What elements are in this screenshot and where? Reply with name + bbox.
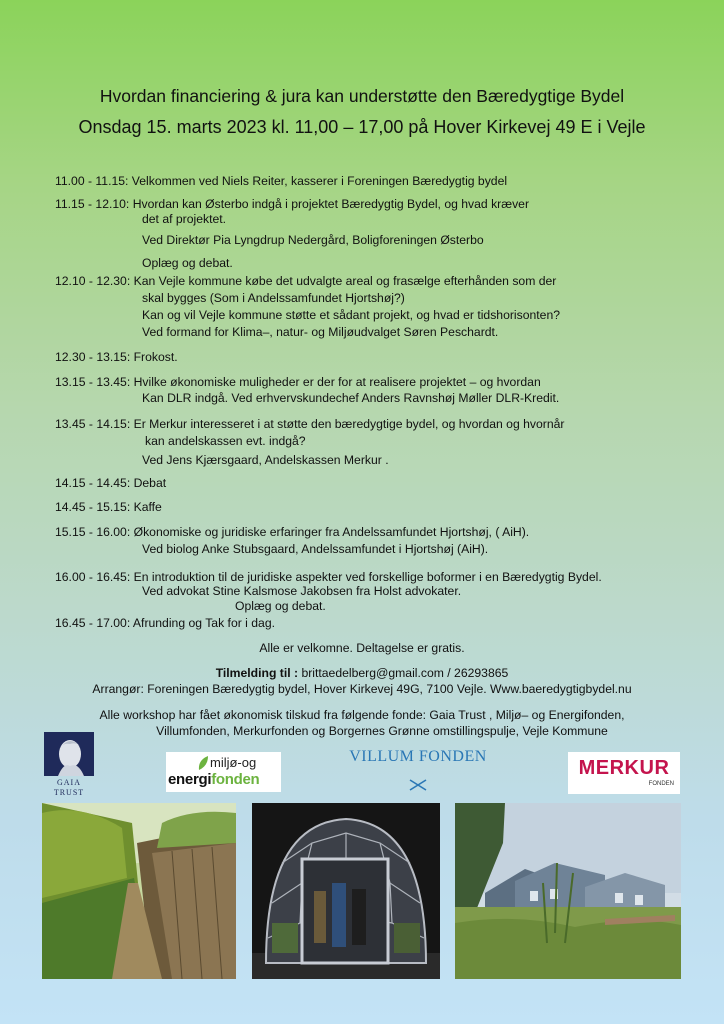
gaia-trust-text: GAIA TRUST — [53, 778, 85, 797]
fonden-text: fonden — [211, 771, 260, 788]
welcome-text: Alle er velkomne. Deltagelse er gratis. — [259, 641, 465, 655]
program-line-9: Ved formand for Klima–, natur- og Miljøudvalget Søren Peschardt. — [142, 325, 499, 339]
program-line-15: Ved Jens Kjærsgaard, Andelskassen Merkur . — [142, 453, 389, 467]
fish-icon — [408, 778, 428, 792]
program-line-23: 16.45 - 17.00: Afrunding og Tak for i dag. — [55, 616, 275, 630]
gaia-trust-logo — [44, 732, 94, 800]
program-line-17: 14.45 - 15.15: Kaffe — [55, 500, 162, 514]
merkur-text: MERKUR — [578, 757, 670, 779]
program-line-14: kan andelskassen evt. indgå? — [145, 434, 306, 448]
program-line-4: Ved Direktør Pia Lyngdrup Nedergård, Boligforeningen Østerbo — [142, 233, 484, 247]
program-line-18: 15.15 - 16.00: Økonomiske og juridiske erfaringer fra Andelssamfundet Hjortshøj, ( AiH). — [55, 525, 530, 539]
program-line-3: det af projektet. — [142, 212, 227, 226]
program-line-12: Kan DLR indgå. Ved erhvervskundechef Anders Ravnshøj Møller DLR-Kredit. — [142, 391, 560, 405]
photo-houses-meadow — [455, 803, 681, 979]
program-line-8: Kan og vil Vejle kommune støtte et sådant projekt, og hvad er tidshorisonten? — [142, 308, 560, 322]
program-line-7: skal bygges (Som i Andelssamfundet Hjortshøj?) — [142, 291, 405, 305]
funding-line-2: Villumfonden, Merkurfonden og Borgernes Grønne omstillingspulje, Vejle Kommune — [156, 724, 608, 738]
energifonden-text — [168, 771, 259, 788]
merkur-fonden-subtext: FONDEN — [648, 781, 674, 787]
photo-garden-path — [42, 803, 236, 979]
energi-text: energi — [168, 771, 212, 788]
program-line-20: 16.00 - 16.45: En introduktion til de juridiske aspekter ved forskellige boformer i en Bæredygtig Bydel. — [55, 570, 602, 584]
program-line-6: 12.10 - 12.30: Kan Vejle kommune købe det udvalgte areal og frasælge efterhånden som der — [55, 274, 557, 288]
program-line-2: 11.15 - 12.10: Hvordan kan Østerbo indgå i projektet Bæredygtig Bydel, og hvad kræver — [55, 197, 529, 211]
funding-line-1: Alle workshop har fået økonomisk tilskud fra følgende fonde: Gaia Trust , Miljø– og Energifonden, — [99, 708, 625, 722]
program-line-13: 13.45 - 14.15: Er Merkur interesseret i at støtte den bæredygtige bydel, og hvordan og hvornår — [55, 417, 565, 431]
program-line-11: 13.15 - 13.45: Hvilke økonomiske muligheder er der for at realisere projektet – og hvordan — [55, 375, 541, 389]
photo-geodesic-dome — [252, 803, 440, 979]
program-line-10: 12.30 - 13.15: Frokost. — [55, 350, 178, 364]
miljo-energifonden-logo — [166, 752, 281, 792]
page-subtitle: Onsdag 15. marts 2023 kl. 11,00 – 17,00 på Hover Kirkevej 49 E i Vejle — [78, 117, 646, 137]
registration-line — [0, 666, 724, 680]
program-line-5: Oplæg og debat. — [142, 256, 233, 270]
program-line-19: Ved biolog Anke Stubsgaard, Andelssamfundet i Hjortshøj (AiH). — [142, 542, 489, 556]
registration-contact: brittaedelberg@gmail.com / 26293865 — [298, 666, 509, 680]
program-line-21: Ved advokat Stine Kalsmose Jakobsen fra Holst advokater. — [142, 584, 462, 598]
program-line-1: 11.00 - 11.15: Velkommen ved Niels Reiter, kasserer i Foreningen Bæredygtig bydel — [55, 174, 508, 188]
registration-label: Tilmelding til : — [215, 666, 299, 680]
villum-fonden-text: VILLUM FONDEN — [349, 748, 487, 765]
page-title: Hvordan financiering & jura kan understøtte den Bæredygtige Bydel — [99, 86, 625, 106]
organizer-line: Arrangør: Foreningen Bæredygtig bydel, Hover Kirkevej 49G, 7100 Vejle. Www.baeredygtigbydel.nu — [92, 682, 632, 696]
program-line-16: 14.15 - 14.45: Debat — [55, 476, 167, 490]
miljo-text: miljø-og — [210, 755, 257, 770]
merkur-fonden-logo — [568, 752, 680, 794]
program-line-22: Oplæg og debat. — [235, 599, 326, 613]
leaf-icon — [196, 755, 210, 771]
villum-fonden-logo — [330, 748, 506, 796]
